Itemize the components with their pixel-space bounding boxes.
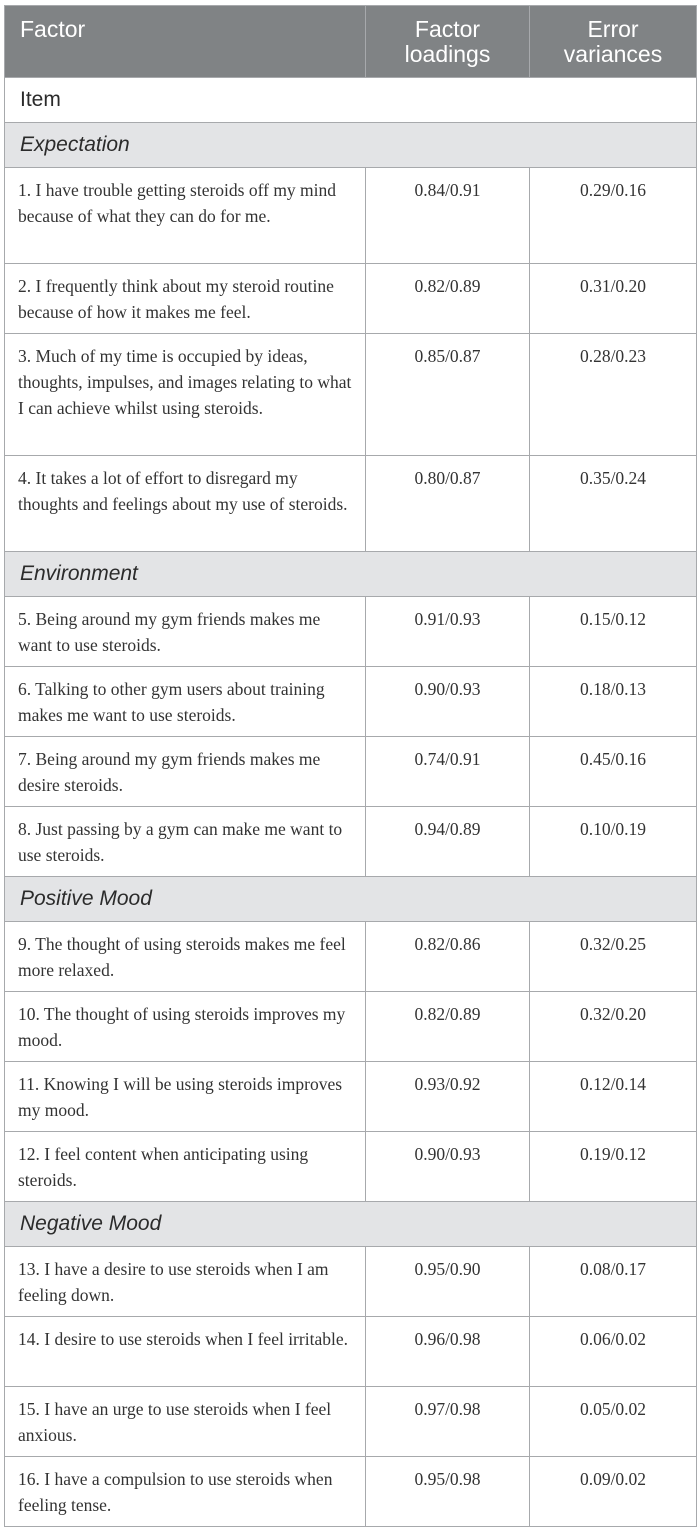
table-row <box>5 1247 697 1317</box>
error-variance-value: 0.06/0.02 <box>530 1317 697 1387</box>
item-text: 9. The thought of using steroids makes me feel more relaxed. <box>5 922 366 992</box>
factor-loading-value: 0.90/0.93 <box>366 1132 530 1202</box>
factor-loading-value: 0.85/0.87 <box>366 334 530 456</box>
factor-loading-value: 0.95/0.98 <box>366 1457 530 1527</box>
error-variance-value: 0.28/0.23 <box>530 334 697 456</box>
section-header-row <box>5 123 697 168</box>
item-text: 5. Being around my gym friends makes me want to use steroids. <box>5 597 366 667</box>
section-header-row <box>5 552 697 597</box>
table-row <box>5 1317 697 1387</box>
item-text: 15. I have an urge to use steroids when I feel anxious. <box>5 1387 366 1457</box>
factor-loading-value: 0.82/0.89 <box>366 992 530 1062</box>
error-variance-value: 0.05/0.02 <box>530 1387 697 1457</box>
factor-loading-value: 0.80/0.87 <box>366 456 530 552</box>
error-variance-value: 0.32/0.25 <box>530 922 697 992</box>
factor-loading-value: 0.94/0.89 <box>366 807 530 877</box>
factor-loading-value: 0.82/0.86 <box>366 922 530 992</box>
error-variance-value: 0.10/0.19 <box>530 807 697 877</box>
factor-loadings-table <box>4 5 697 1527</box>
item-text: 2. I frequently think about my steroid routine because of how it makes me feel. <box>5 264 366 334</box>
item-text: 13. I have a desire to use steroids when I am feeling down. <box>5 1247 366 1317</box>
table-row <box>5 456 697 552</box>
table-row <box>5 992 697 1062</box>
item-text: 11. Knowing I will be using steroids improves my mood. <box>5 1062 366 1132</box>
factor-loading-value: 0.84/0.91 <box>366 168 530 264</box>
item-text: 1. I have trouble getting steroids off my mind because of what they can do for me. <box>5 168 366 264</box>
table-row <box>5 1132 697 1202</box>
table-row <box>5 1387 697 1457</box>
item-text: 3. Much of my time is occupied by ideas, thoughts, impulses, and images relating to what I can achieve whilst using steroids. <box>5 334 366 456</box>
header-row <box>5 6 697 78</box>
section-header-row <box>5 877 697 922</box>
factor-loading-value: 0.74/0.91 <box>366 737 530 807</box>
error-variance-value: 0.09/0.02 <box>530 1457 697 1527</box>
error-variance-value: 0.35/0.24 <box>530 456 697 552</box>
section-title: Environment <box>5 552 697 597</box>
item-text: 14. I desire to use steroids when I feel irritable. <box>5 1317 366 1387</box>
table-row <box>5 1062 697 1132</box>
table-row <box>5 334 697 456</box>
error-variance-value: 0.08/0.17 <box>530 1247 697 1317</box>
item-text: 16. I have a compulsion to use steroids when feeling tense. <box>5 1457 366 1527</box>
error-variance-value: 0.12/0.14 <box>530 1062 697 1132</box>
table-row <box>5 1457 697 1527</box>
error-variance-value: 0.29/0.16 <box>530 168 697 264</box>
error-variance-value: 0.45/0.16 <box>530 737 697 807</box>
item-label: Item <box>5 78 697 123</box>
section-title: Expectation <box>5 123 697 168</box>
item-label-row <box>5 78 697 123</box>
table-row <box>5 168 697 264</box>
factor-loading-value: 0.93/0.92 <box>366 1062 530 1132</box>
factor-loading-value: 0.95/0.90 <box>366 1247 530 1317</box>
error-variance-value: 0.31/0.20 <box>530 264 697 334</box>
table-row <box>5 922 697 992</box>
factor-loading-value: 0.90/0.93 <box>366 667 530 737</box>
table-row <box>5 597 697 667</box>
item-text: 4. It takes a lot of effort to disregard my thoughts and feelings about my use of steroids. <box>5 456 366 552</box>
section-header-row <box>5 1202 697 1247</box>
table-row <box>5 807 697 877</box>
table-row <box>5 264 697 334</box>
item-text: 12. I feel content when anticipating using steroids. <box>5 1132 366 1202</box>
error-variance-value: 0.15/0.12 <box>530 597 697 667</box>
error-variance-value: 0.19/0.12 <box>530 1132 697 1202</box>
item-text: 6. Talking to other gym users about training makes me want to use steroids. <box>5 667 366 737</box>
factor-column-header: Factor <box>5 6 366 78</box>
factor-loading-value: 0.82/0.89 <box>366 264 530 334</box>
table-row <box>5 737 697 807</box>
error-variance-value: 0.32/0.20 <box>530 992 697 1062</box>
error-variance-value: 0.18/0.13 <box>530 667 697 737</box>
table-body <box>5 78 697 1527</box>
error-variances-column-header: Error variances <box>530 6 697 78</box>
factor-loading-value: 0.96/0.98 <box>366 1317 530 1387</box>
item-text: 8. Just passing by a gym can make me want to use steroids. <box>5 807 366 877</box>
factor-loading-value: 0.97/0.98 <box>366 1387 530 1457</box>
factor-loading-value: 0.91/0.93 <box>366 597 530 667</box>
section-title: Positive Mood <box>5 877 697 922</box>
table-row <box>5 667 697 737</box>
item-text: 7. Being around my gym friends makes me desire steroids. <box>5 737 366 807</box>
factor-loadings-column-header: Factor loadings <box>366 6 530 78</box>
section-title: Negative Mood <box>5 1202 697 1247</box>
item-text: 10. The thought of using steroids improves my mood. <box>5 992 366 1062</box>
